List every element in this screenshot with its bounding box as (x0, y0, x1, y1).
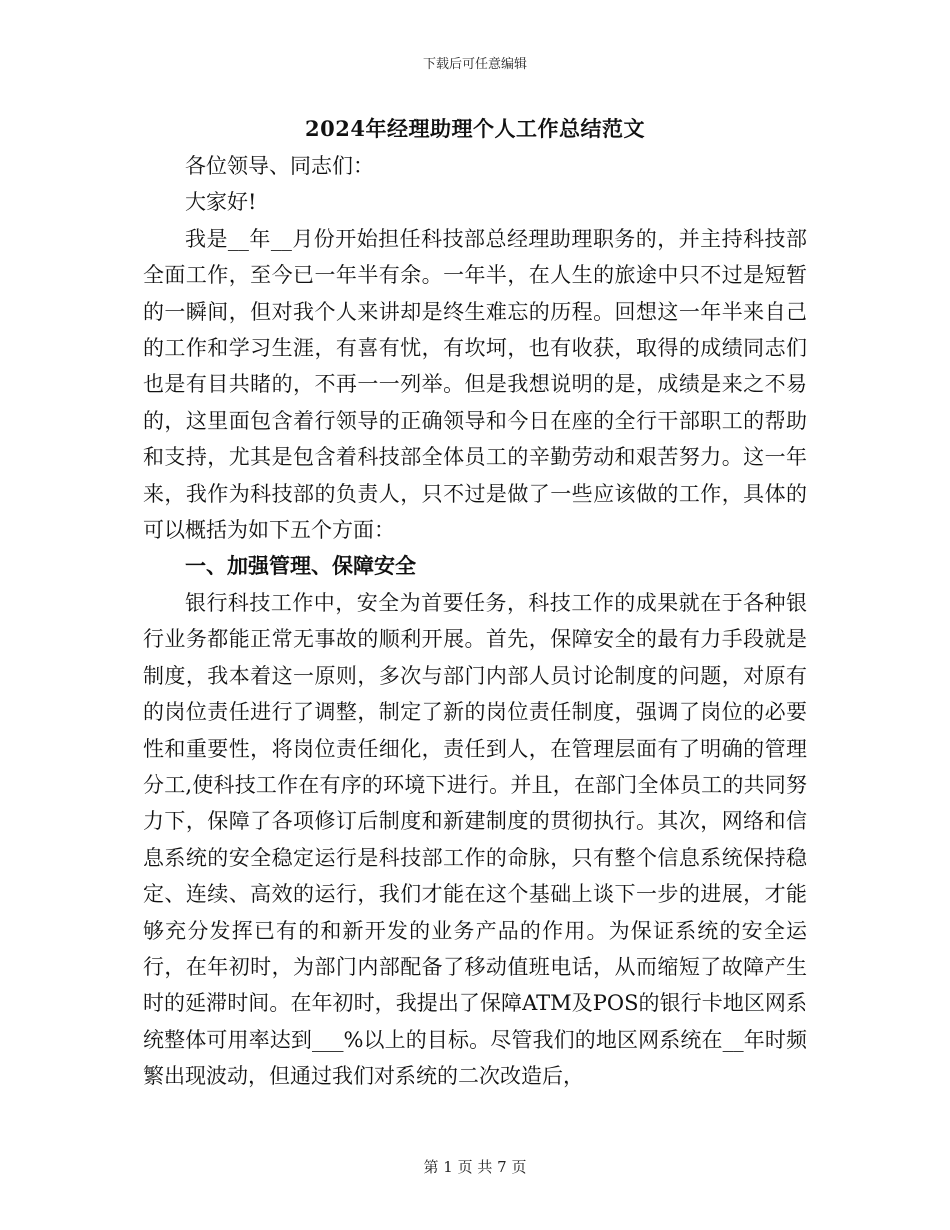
document-title: 2024年经理助理个人工作总结范文 (305, 116, 645, 141)
page-footer: 第 1 页 共 7 页 (423, 1158, 527, 1176)
hello-paragraph: 大家好! (185, 190, 257, 215)
section-body-1: 银行科技工作中，安全为首要任务，科技工作的成果就在于各种银行业务都能正常无事故的顺利开展。首先，保障安全的最有力手段就是制度，我本着这一原则，多次与部门内部人员讨论制度的问题，对原有的岗位责任进行了调整，制定了新的岗位责任制度，强调了岗位的必要性和重要性，将岗位责任细化，责任到人，在管理层面有了明确的管理分工,使科技工作在有序的环境下进行。并且，在部门全体员工的共同努力下，保障了各项修订后制度和新建制度的贯彻执行。其次，网络和信息系统的安全稳定运行是科技部工作的命脉，只有整个信息系统保持稳定、连续、高效的运行，我们才能在这个基础上谈下一步的进展，才能够充分发挥已有的和新开发的业务产品的作用。为保证系统的安全运行，在年初时，为部门内部配备了移动值班电话，从而缩短了故障产生时的延滞时间。在年初时，我提出了保障ATM及POS的银行卡地区网系统整体可用率达到___%以上的目标。尽管我们的地区网系统在__年时频繁出现波动，但通过我们对系统的二次改造后， (143, 590, 807, 1089)
greeting-paragraph: 各位领导、同志们： (185, 154, 374, 178)
intro-paragraph: 我是__年__月份开始担任科技部总经理助理职务的，并主持科技部全面工作，至今已一年半有余。一年半，在人生的旅途中只不过是短暂的一瞬间，但对我个人来讲却是终生难忘的历程。回想这一年半来自己的工作和学习生涯，有喜有忧，有坎坷，也有收获，取得的成绩同志们也是有目共睹的，不再一一列举。但是我想说明的是，成绩是来之不易的，这里面包含着行领导的正确领导和今日在座的全行干部职工的帮助和支持，尤其是包含着科技部全体员工的辛勤劳动和艰苦努力。这一年来，我作为科技部的负责人，只不过是做了一些应该做的工作，具体的可以概括为如下五个方面： (143, 226, 807, 543)
section-heading-1: 一、加强管理、保障安全 (185, 553, 416, 579)
document-body (143, 148, 807, 1095)
header-note: 下载后可任意编辑 (422, 57, 527, 72)
